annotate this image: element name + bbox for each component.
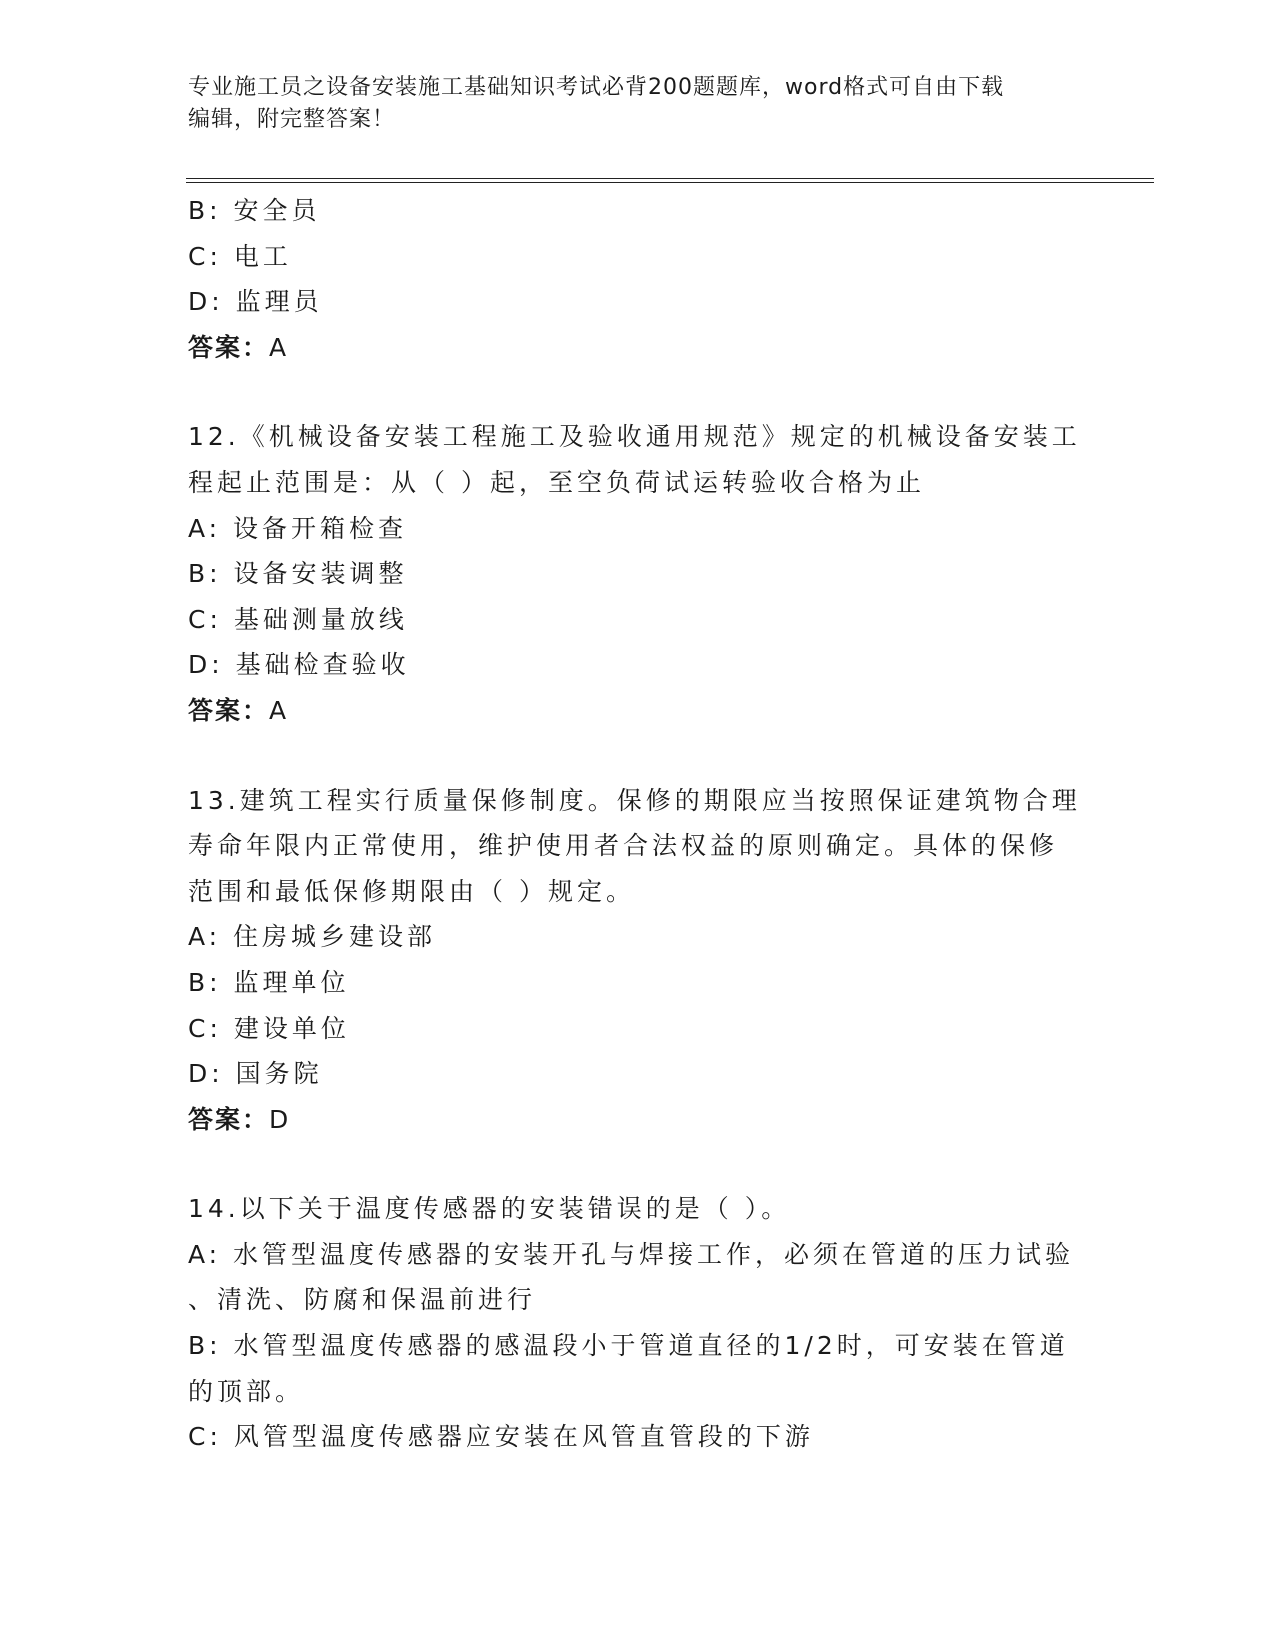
- answer-line: [188, 1097, 1088, 1143]
- answer-value: A: [269, 332, 289, 362]
- header-line-1: 专业施工员之设备安装施工基础知识考试必背200题题库，word格式可自由下载: [188, 75, 1005, 100]
- option-b: B: 水管型温度传感器的感温段小于管道直径的1/2时，可安装在管道: [188, 1331, 1069, 1361]
- option-c: C: 风管型温度传感器应安装在风管直管段的下游: [188, 1422, 814, 1452]
- answer-label: 答案：: [188, 332, 270, 362]
- question-13: [188, 778, 1088, 1143]
- question-stem-line: 范围和最低保修期限由（ ）规定。: [188, 876, 635, 906]
- answer-label: 答案：: [188, 1104, 270, 1134]
- answer-line: [188, 688, 1088, 734]
- question-stem-line: 13.建筑工程实行质量保修制度。保修的期限应当按照保证建筑物合理: [188, 785, 1081, 815]
- option-c: C: 建设单位: [188, 1013, 350, 1043]
- answer-value: A: [269, 695, 289, 725]
- answer-value: D: [269, 1104, 291, 1134]
- header-line-2: 编辑，附完整答案！: [188, 107, 396, 132]
- option-b: B: 安全员: [188, 196, 321, 225]
- option-d: D: 国务院: [188, 1059, 323, 1089]
- document-header: [188, 72, 1068, 136]
- option-a: A: 水管型温度传感器的安装开孔与焊接工作，必须在管道的压力试验: [188, 1239, 1075, 1269]
- option-d: D: 监理员: [188, 287, 323, 317]
- question-11-tail: [188, 188, 1088, 370]
- option-a: A: 设备开箱检查: [188, 513, 408, 543]
- question-stem-line: 寿命年限内正常使用，维护使用者合法权益的原则确定。具体的保修: [188, 831, 1059, 861]
- option-d: D: 基础检查验收: [188, 650, 410, 680]
- question-stem-line: 14.以下关于温度传感器的安装错误的是（ ）。: [188, 1194, 791, 1224]
- option-b: B: 设备安装调整: [188, 559, 408, 589]
- option-b-continued: 的顶部。: [188, 1376, 305, 1406]
- option-c: C: 电工: [188, 241, 292, 271]
- question-12: [188, 414, 1088, 733]
- option-a: A: 住房城乡建设部: [188, 922, 437, 952]
- answer-line: [188, 325, 1088, 371]
- option-a-continued: 、清洗、防腐和保温前进行: [188, 1285, 537, 1315]
- question-stem-line: 12.《机械设备安装工程施工及验收通用规范》规定的机械设备安装工: [188, 422, 1081, 452]
- option-b: B: 监理单位: [188, 967, 350, 997]
- question-14: [188, 1186, 1088, 1460]
- header-divider: [186, 178, 1154, 183]
- answer-label: 答案：: [188, 695, 270, 725]
- question-content: [188, 188, 1088, 1460]
- option-c: C: 基础测量放线: [188, 604, 408, 634]
- question-stem-line: 程起止范围是：从（ ）起，至空负荷试运转验收合格为止: [188, 467, 925, 497]
